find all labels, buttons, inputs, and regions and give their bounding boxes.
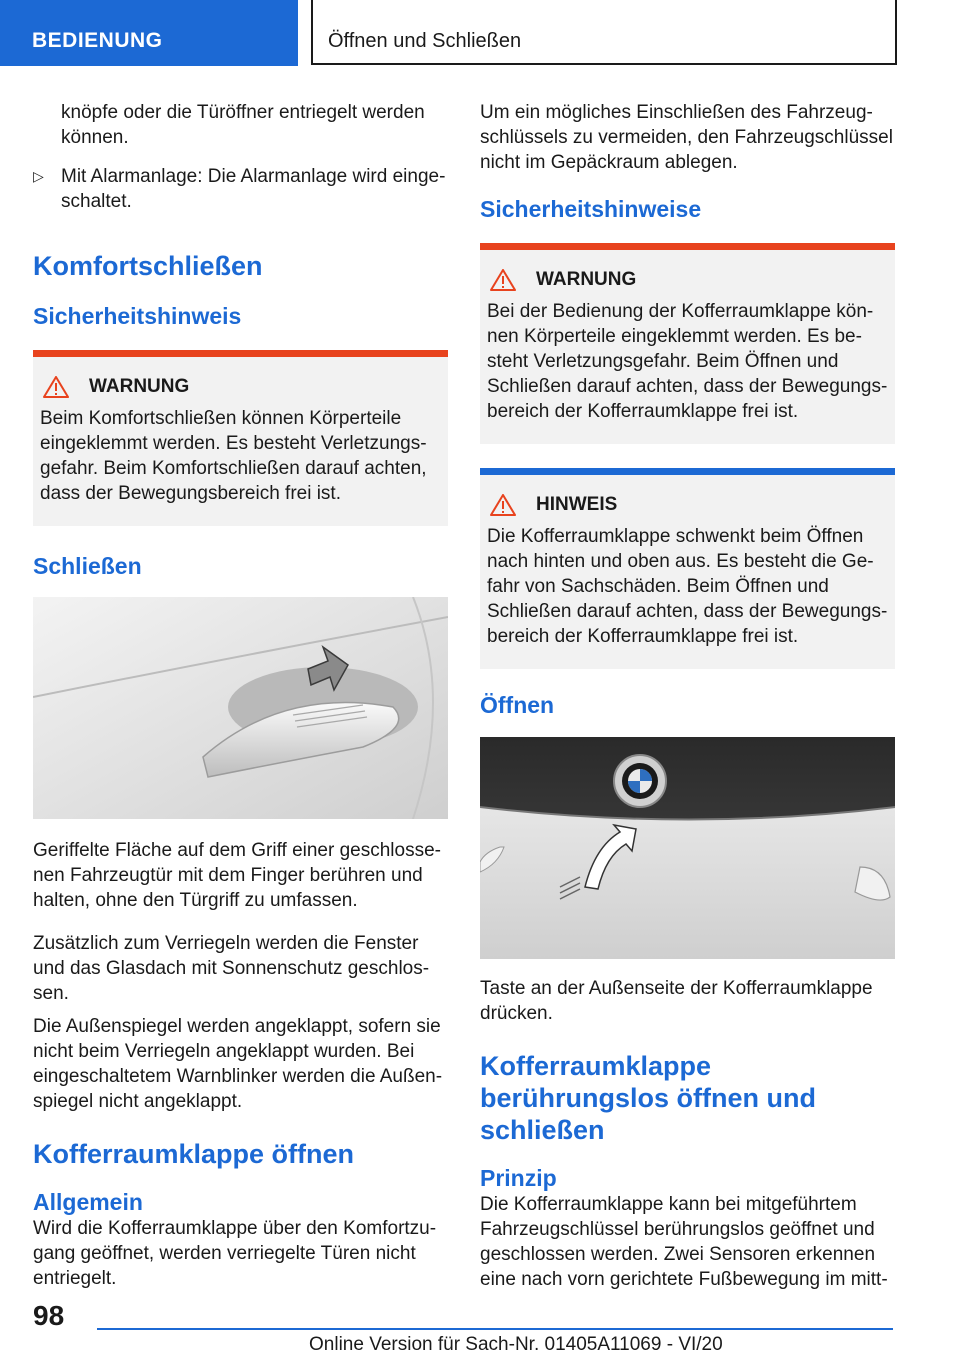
heading-prinzip: Prinzip <box>480 1165 557 1191</box>
hint-text: Die Kofferraumklappe schwenkt beim Öffnen nach hinten und oben aus. Es besteht die Gefahr von Sachschäden. Beim Öffnen und Schließen darauf achten, dass der Bewegungsbereich der Kofferraumklappe frei ist. <box>487 526 888 647</box>
paragraph-fenster: Zusätzlich zum Verriegeln werden die Fenster und das Glasdach mit Sonnenschutz geschlossen. <box>33 933 430 1004</box>
hint-title: HINWEIS <box>536 494 618 515</box>
heading-sicherheitshinweis: Sicherheitshinweis <box>33 303 242 329</box>
heading-schliessen: Schließen <box>33 553 142 579</box>
section-tab <box>0 0 298 66</box>
continued-text: knöpfe oder die Türöffner entriegelt werden können. <box>61 102 425 148</box>
list-item <box>33 164 448 214</box>
paragraph-spiegel: Die Außenspiegel werden angeklappt, sofern sie nicht beim Verriegeln angeklappt wurden. Bei eingeschaltetem Warnblinker werden die Außenspiegel nicht angeklappt. <box>33 1016 443 1112</box>
page-number: 98 <box>33 1300 65 1331</box>
warning-box <box>480 243 895 444</box>
paragraph-allgemein: Wird die Kofferraumklappe über den Komfortzugang geöffnet, werden verriegelte Türen nicht entriegelt. <box>33 1218 437 1289</box>
heading-komfortschliessen: Komfortschließen <box>33 251 263 281</box>
online-version-note: Online Version für Sach-Nr. 01405A11069 - VI/20 <box>309 1334 723 1355</box>
paragraph-prinzip: Die Kofferraumklappe kann bei mitgeführtem Fahrzeugschlüssel berührungslos geöffnet und geschlossen werden. Zwei Sensoren erkennen eine nach vorn gerichtete Fußbewegung im mitt- <box>480 1194 888 1290</box>
footer-divider <box>97 1328 893 1330</box>
trunk-button-illustration <box>480 737 895 959</box>
paragraph-schluessel: Um ein mögliches Einschließen des Fahrzeugschlüssels zu vermeiden, den Fahrzeugschlüssel nicht im Gepäckraum ablegen. <box>480 102 893 173</box>
door-handle-illustration <box>33 597 448 819</box>
heading-allgemein: Allgemein <box>33 1189 143 1215</box>
hint-box <box>480 468 895 669</box>
warning-text: Bei der Bedienung der Kofferraumklappe können Körperteile eingeklemmt werden. Es besteht Verletzungsgefahr. Beim Öffnen und Schließen darauf achten, dass der Bewegungsbereich der Kofferraumklappe frei ist. <box>487 301 888 422</box>
bullet-triangle-icon: ▷ <box>33 168 44 184</box>
paragraph-griff: Geriffelte Fläche auf dem Griff einer geschlossenen Fahrzeugtür mit dem Finger berühren und halten, ohne den Türgriff zu umfassen. <box>33 840 441 911</box>
hint-triangle-icon <box>490 494 516 516</box>
list-item-text: Mit Alarmanlage: Die Alarmanlage wird eingeschaltet. <box>61 166 446 212</box>
chapter-header <box>311 0 897 65</box>
left-column <box>33 100 448 1291</box>
warning-title: WARNUNG <box>536 269 637 290</box>
heading-beruehrungslos: Kofferraumklappe berührungslos öffnen und schließen <box>480 1051 816 1145</box>
right-column <box>480 100 895 1292</box>
warning-triangle-icon <box>490 269 516 291</box>
heading-kofferraumklappe-oeffnen: Kofferraumklappe öffnen <box>33 1139 355 1169</box>
warning-text: Beim Komfortschließen können Körperteile eingeklemmt werden. Es besteht Verletzungsgefahr. Beim Komfortschließen darauf achten, dass der Bewegungsbereich frei ist. <box>40 408 427 504</box>
paragraph-taste: Taste an der Außenseite der Kofferraumklappe drücken. <box>480 978 873 1024</box>
warning-title: WARNUNG <box>89 376 190 397</box>
warning-box <box>33 350 448 526</box>
heading-sicherheitshinweise: Sicherheitshinweise <box>480 196 702 222</box>
chapter-title: Öffnen und Schließen <box>328 30 522 52</box>
warning-triangle-icon <box>43 376 69 398</box>
heading-oeffnen: Öffnen <box>480 692 555 718</box>
section-label: BEDIENUNG <box>32 29 163 52</box>
